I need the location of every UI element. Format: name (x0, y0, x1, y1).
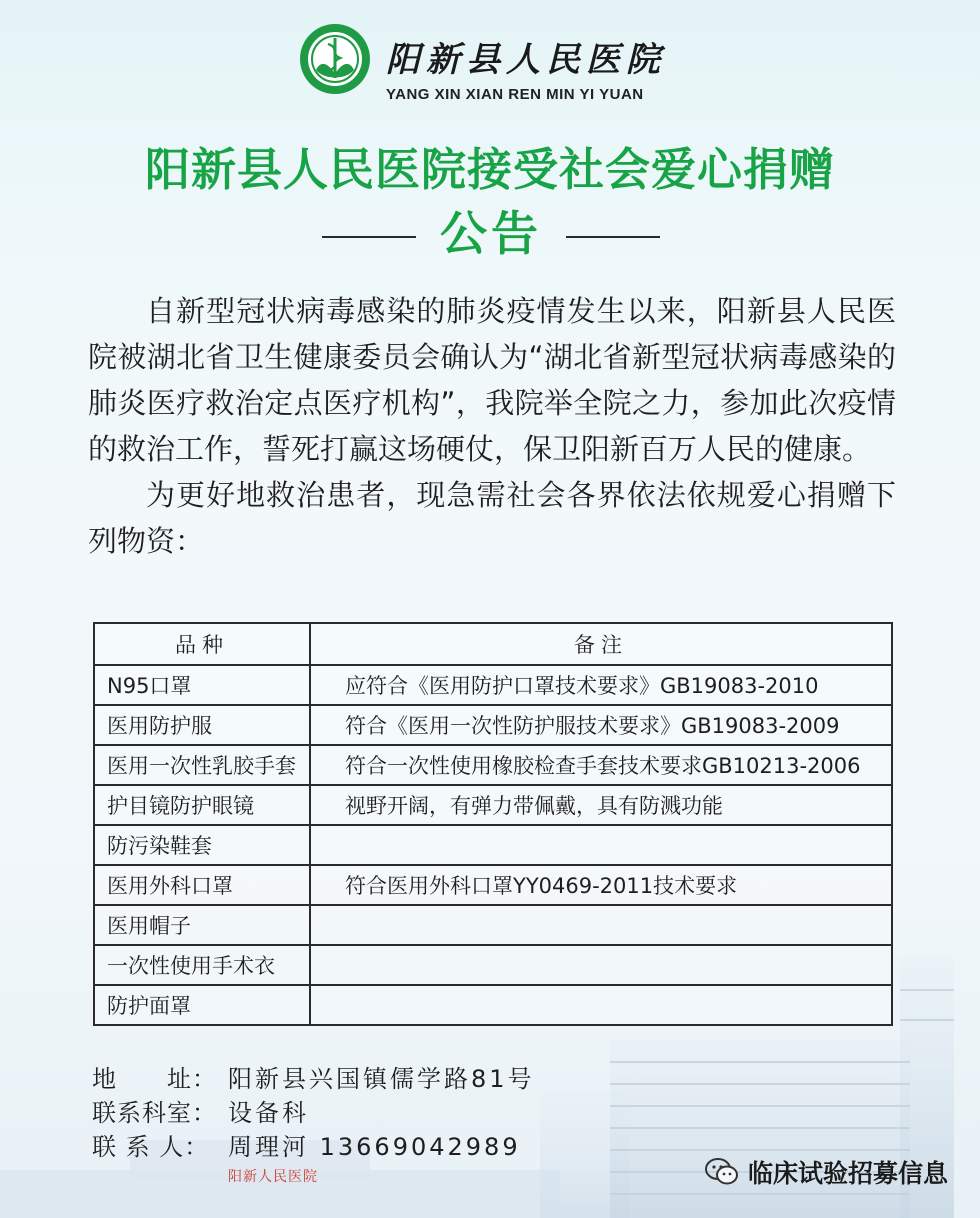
column-header-item: 品种 (94, 623, 310, 665)
item-remark-cell (310, 905, 892, 945)
hospital-logo-icon (298, 22, 372, 96)
title-rule-left (322, 236, 416, 238)
item-name-cell: 医用外科口罩 (94, 865, 310, 905)
contact-person-value: 周理河 13669042989 (228, 1133, 521, 1161)
column-header-remark: 备注 (310, 623, 892, 665)
body-paragraph-2: 为更好地救治患者，现急需社会各界依法依规爱心捐赠下列物资： (88, 478, 896, 558)
item-remark-cell (310, 945, 892, 985)
contact-info (92, 1062, 535, 1164)
department-label: 联系科室： (92, 1099, 217, 1127)
table-row (94, 785, 892, 825)
body-paragraph-1: 自新型冠状病毒感染的肺炎疫情发生以来，阳新县人民医院被湖北省卫生健康委员会确认为“湖北省新型冠状病毒感染的肺炎医疗救治定点医疗机构”，我院举全院之力，参加此次疫情的救治工作，誓死打赢这场硬仗，保卫阳新百万人民的健康。 (88, 294, 896, 466)
wechat-account-name: 临床试验招募信息 (747, 1159, 948, 1188)
table-header-row (94, 623, 892, 665)
announcement-subtitle-block (0, 205, 980, 265)
table-row (94, 825, 892, 865)
item-name-cell: 医用帽子 (94, 905, 310, 945)
hospital-name-en: YANG XIN XIAN REN MIN YI YUAN (386, 86, 644, 103)
item-name-cell: N95口罩 (94, 665, 310, 705)
donation-materials-table (93, 622, 893, 1026)
table-row (94, 745, 892, 785)
item-name-cell: 医用一次性乳胶手套 (94, 745, 310, 785)
hospital-brand (298, 22, 698, 103)
address-value: 阳新县兴国镇儒学路81号 (228, 1065, 535, 1093)
wechat-watermark (704, 1152, 948, 1192)
item-remark-cell: 视野开阔，有弹力带佩戴，具有防溅功能 (310, 785, 892, 825)
building-sign-text: 阳新人民医院 (228, 1169, 318, 1185)
table-row (94, 705, 892, 745)
department-row (92, 1096, 535, 1130)
item-name-cell: 一次性使用手术衣 (94, 945, 310, 985)
item-remark-cell: 符合一次性使用橡胶检查手套技术要求GB10213-2006 (310, 745, 892, 785)
item-remark-cell (310, 825, 892, 865)
item-name-cell: 医用防护服 (94, 705, 310, 745)
item-remark-cell: 符合《医用一次性防护服技术要求》GB19083-2009 (310, 705, 892, 745)
table-row (94, 945, 892, 985)
item-remark-cell: 应符合《医用防护口罩技术要求》GB19083-2010 (310, 665, 892, 705)
announcement-subtitle: 公告 (440, 207, 542, 262)
announcement-title: 阳新县人民医院接受社会爱心捐赠 (144, 143, 835, 196)
item-remark-cell: 符合医用外科口罩YY0469-2011技术要求 (310, 865, 892, 905)
table-row (94, 865, 892, 905)
item-name-cell: 防污染鞋套 (94, 825, 310, 865)
contact-person-row (92, 1130, 535, 1164)
item-name-cell: 防护面罩 (94, 985, 310, 1025)
item-remark-cell (310, 985, 892, 1025)
contact-person-label: 联 系 人： (92, 1133, 210, 1161)
table-row (94, 665, 892, 705)
item-name-cell: 护目镜防护眼镜 (94, 785, 310, 825)
table-row (94, 905, 892, 945)
address-row (92, 1062, 535, 1096)
table-row (94, 985, 892, 1025)
address-label: 地 址： (92, 1065, 217, 1093)
department-value: 设备科 (228, 1099, 309, 1127)
wechat-icon (704, 1157, 740, 1187)
hospital-name-cn: 阳新县人民医院 (386, 40, 666, 80)
announcement-body (88, 288, 896, 564)
title-rule-right (566, 236, 660, 238)
